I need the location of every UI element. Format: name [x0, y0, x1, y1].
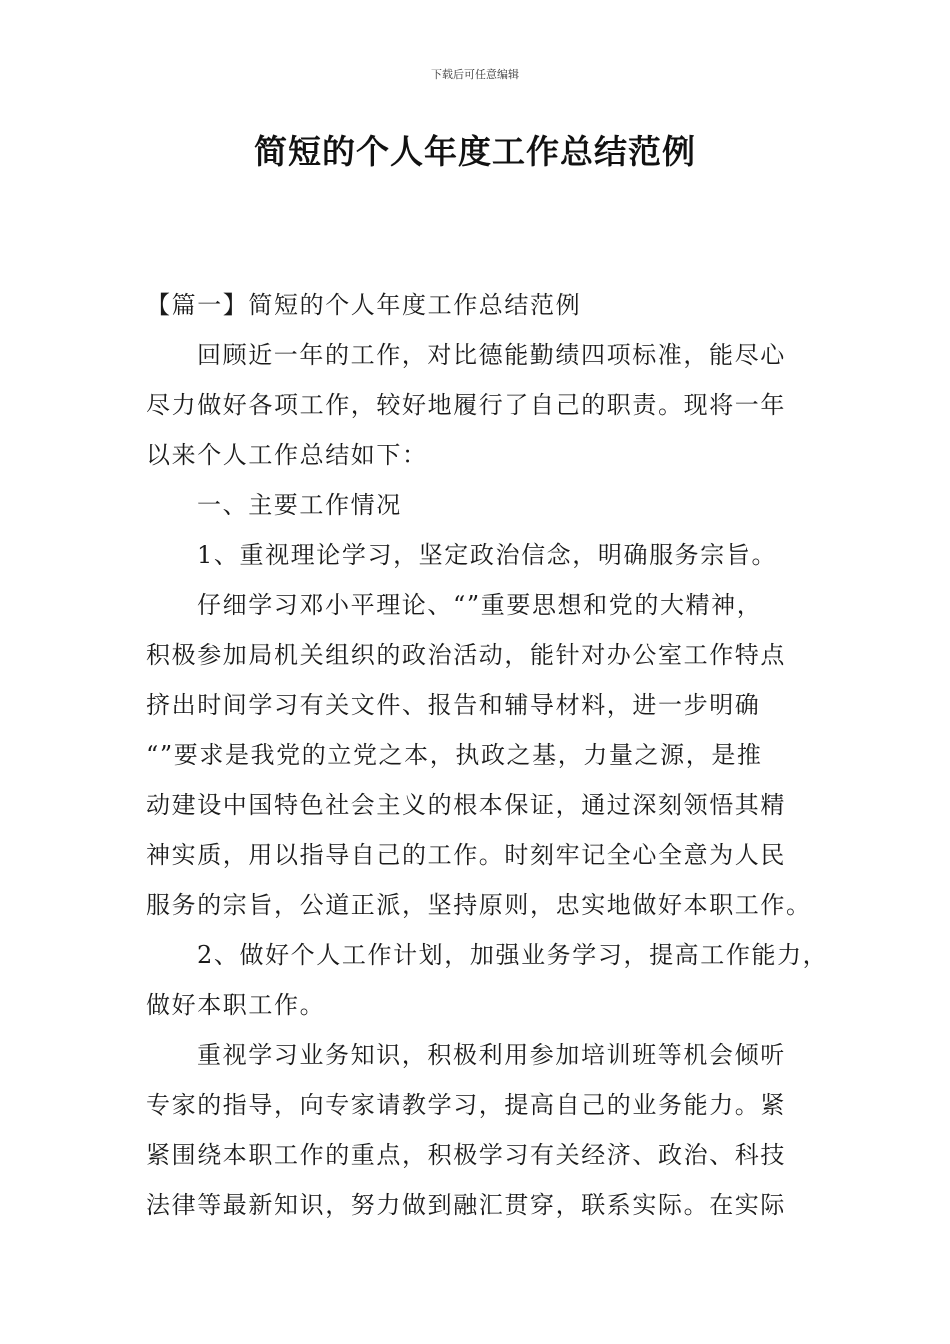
- body-line: 一、主要工作情况: [197, 491, 402, 519]
- body-line: 挤出时间学习有关文件、报告和辅导材料，进一步明确: [146, 691, 761, 719]
- body-line: 做好本职工作。: [146, 991, 326, 1019]
- document-title: 简短的个人年度工作总结范例: [254, 132, 696, 171]
- document-body: [146, 280, 836, 1230]
- body-line: 回顾近一年的工作，对比德能勤绩四项标准，能尽心: [197, 341, 786, 369]
- body-line: 仔细学习邓小平理论、“”重要思想和党的大精神，: [197, 591, 763, 619]
- body-line: 2、做好个人工作计划，加强业务学习，提高工作能力，: [197, 941, 829, 969]
- header-note: 下载后可任意编辑: [431, 68, 519, 81]
- body-line: 紧围绕本职工作的重点，积极学习有关经济、政治、科技: [146, 1141, 786, 1169]
- body-line: “”要求是我党的立党之本，执政之基，力量之源，是推: [146, 741, 763, 769]
- body-line: 专家的指导，向专家请教学习，提高自己的业务能力。紧: [146, 1091, 786, 1119]
- body-line: 1、重视理论学习，坚定政治信念，明确服务宗旨。: [197, 541, 778, 569]
- body-line: 法律等最新知识，努力做到融汇贯穿，联系实际。在实际: [146, 1191, 786, 1219]
- body-line: 积极参加局机关组织的政治活动，能针对办公室工作特点: [146, 641, 786, 669]
- body-line: 服务的宗旨，公道正派，坚持原则，忠实地做好本职工作。: [146, 891, 812, 919]
- body-line: 【篇一】简短的个人年度工作总结范例: [146, 291, 582, 319]
- body-line: 动建设中国特色社会主义的根本保证，通过深刻领悟其精: [146, 791, 786, 819]
- body-line: 重视学习业务知识，积极利用参加培训班等机会倾听: [197, 1041, 786, 1069]
- body-line: 尽力做好各项工作，较好地履行了自己的职责。现将一年: [146, 391, 786, 419]
- body-line: 神实质，用以指导自己的工作。时刻牢记全心全意为人民: [146, 841, 786, 869]
- body-line: 以来个人工作总结如下：: [146, 441, 428, 469]
